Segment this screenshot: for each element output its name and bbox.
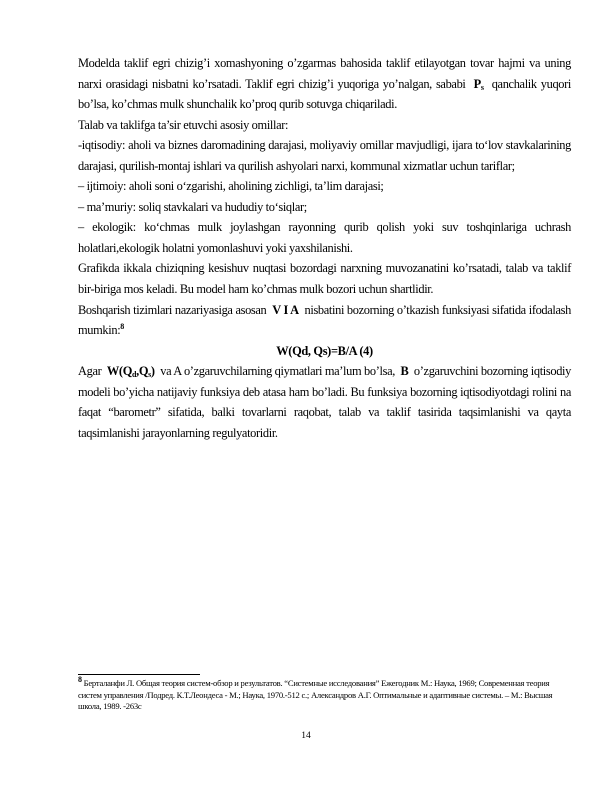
function-close: ) — [150, 364, 155, 379]
main-text — [78, 53, 571, 443]
paragraph-8 — [78, 300, 571, 341]
paragraph-8-tail: nisbatini bozorning o’tkazish funksiyasi sifatida ifodalash mumkin: — [78, 302, 571, 338]
footnote — [78, 675, 571, 713]
paragraph-9-text: Agar — [78, 364, 102, 379]
footnote-text: Берталанфи Л. Общая теория систем-обзор и результатов. “Системные исследования” Ежегодник М.: Наука, 1969; Современная теория систем управления /Подред. К.Т.Леондеса - М.; Наука, 1970.-512 с.; Александров А.Г. Оптимальные и адаптивные системы. – М.: Высшая школа, 1989. -263с — [78, 678, 553, 712]
via-symbol: V I A — [272, 302, 299, 317]
page-number: 14 — [301, 731, 311, 741]
paragraph-9-tail: o’zgaruvchini bozorning iqtisodiy modeli bo’yicha natijaviy funksiya deb atasa ham bo’ladi. Bu funksiya bozorning iqtisodiyotdagi rolini na faqat “barometr” sifatida, balki tovarlarni raqobat, talab va taklif tasirida taqsimlanishi va qayta taqsimlanishi jarayonlarning regulyatoridir. — [78, 364, 571, 440]
paragraph-3: -iqtisodiy: aholi va biznes daromadining darajasi, moliyaviy omillar mavjudligi, ijara to‘lov stavkalarining darajasi, qurilish-montaj ishlari va qurilish ashyolari narxi, kommunal xizmatlar uchun tariflar; — [78, 138, 571, 173]
footnote-marker: 8 — [78, 675, 82, 685]
function-comma: ,Q — [136, 364, 149, 379]
function-sub-s: s — [148, 370, 151, 380]
paragraph-5: – ma’muriy: soliq stavkalari va hududiy to‘siqlar; — [78, 199, 307, 214]
footnote-ref[interactable]: 8 — [120, 321, 124, 331]
price-symbol-letter: P — [473, 76, 481, 91]
paragraph-1 — [78, 53, 571, 115]
paragraph-6: – ekologik: ko‘chmas mulk joylashgan rayonning qurib qolish yoki suv toshqinlariga uchrash holatlari,ekologik holatni yomonlashuvi yoki yaxshilanishi. — [78, 220, 571, 255]
paragraph-7: Grafikda ikkala chiziqning kesishuv nuqtasi bozordagi narxning muvozanatini ko’rsatadi, talab va taklif bir-biriga mos keladi. Bu model ham ko’chmas mulk bozori uchun shartlidir. — [78, 261, 571, 297]
paragraph-4: – ijtimoiy: aholi soni o‘zgarishi, aholining zichligi, ta’lim darajasi; — [78, 179, 384, 194]
function-w: W(Q — [106, 364, 132, 379]
paragraph-1-tail: qanchalik yuqori bo’lsa, ko’chmas mulk shunchalik ko’proq qurib sotuvga chiqariladi. — [78, 76, 572, 112]
b-symbol: B — [400, 364, 409, 379]
paragraph-1-text: Modelda taklif egri chizig’i xomashyoning o’zgarmas bahosida taklif etilayotgan tovar hajmi va uning narxi orasidagi nisbatni ko’rsatadi. Taklif egri chizig’i yuqoriga yo’nalgan, sababi — [78, 56, 571, 91]
paragraph-9 — [78, 361, 571, 443]
function-sub-d: d — [132, 370, 137, 380]
function-symbol — [107, 364, 155, 378]
footnote-divider — [78, 674, 200, 675]
price-symbol — [474, 77, 484, 91]
formula: W(Qd, Qs)=B/A (4) — [276, 343, 373, 358]
price-symbol-sub: s — [480, 82, 484, 92]
paragraph-8-text: Boshqarish tizimlari nazariyasiga asosan — [78, 302, 267, 317]
paragraph-9-middle: va A o’zgaruvchilarning qiymatlari ma’lum bo’lsa, — [160, 364, 395, 379]
paragraph-2: Talab va taklifga ta’sir etuvchi asosiy omillar: — [78, 117, 289, 132]
